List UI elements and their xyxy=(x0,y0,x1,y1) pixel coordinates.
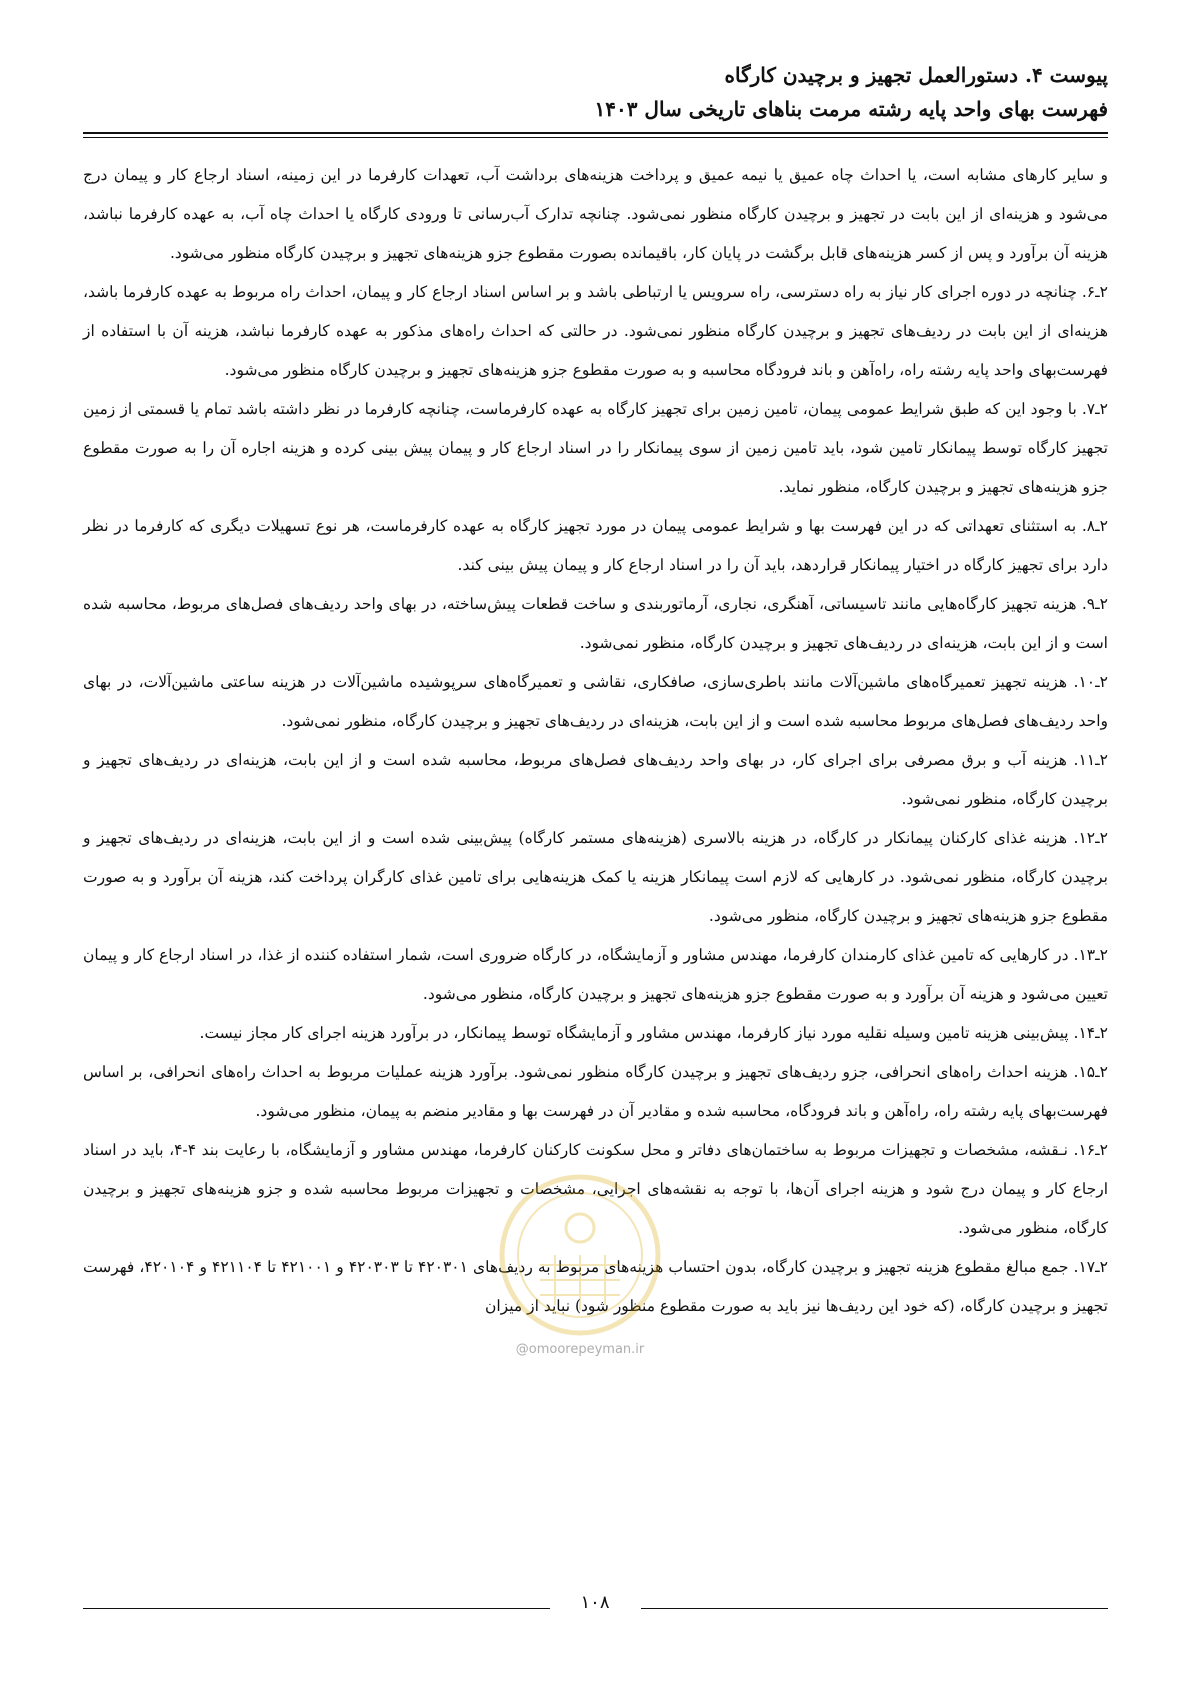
header-rule-thick xyxy=(83,132,1108,134)
footer-rule-left xyxy=(83,1608,550,1609)
paragraph-2-12: ۲ـ۱۲. هزینه غذای کارکنان پیمانکار در کارگاه، در هزینه بالاسری (هزینه‌های مستمر کارگاه) پیش‌بینی شده است و از این بابت، هزینه‌ای در ردیف‌های تجهیز و برچیدن کارگاه، منظور نمی‌شود. در کارهایی که لازم است پیمانکار هزینه یا کمک هزینه‌هایی برای تامین غذای کارگران پرداخت کند، هزینه آن برآورد و به صورت مقطوع جزو هزینه‌های تجهیز و برچیدن کارگاه، منظور می‌شود. xyxy=(83,829,1108,925)
paragraph-2-8: ۲ـ۸. به استثنای تعهداتی که در این فهرست بها و شرایط عمومی پیمان در مورد تجهیز کارگاه به عهده کارفرماست، هر نوع تسهیلات دیگری که کارفرما در نظر دارد برای تجهیز کارگاه در اختیار پیمانکار قراردهد، باید آن را در اسناد ارجاع کار و پیمان پیش بینی کند. xyxy=(83,517,1108,574)
page-number: ۱۰۸ xyxy=(580,1592,610,1613)
paragraph-2-17: ۲ـ۱۷. جمع مبالغ مقطوع هزینه تجهیز و برچیدن کارگاه، بدون احتساب هزینه‌های مربوط به ردیف‌های ۴۲۰۳۰۱ تا ۴۲۰۳۰۳ و ۴۲۱۰۰۱ تا ۴۲۱۱۰۴ و ۴۲۰۱۰۴، فهرست تجهیز و برچیدن کارگاه، (که خود این ردیف‌ها نیز باید به صورت مقطوع منظور شود) نباید از میزان xyxy=(83,1258,1108,1315)
header-price-list-title: فهرست بهای واحد پایه رشته مرمت بناهای تاریخی سال ۱۴۰۳ xyxy=(594,97,1108,121)
watermark-text: @omoorepeyman.ir xyxy=(515,1342,645,1357)
footer-rule-right xyxy=(641,1608,1108,1609)
header-rule-thin xyxy=(83,137,1108,138)
paragraph-2-11: ۲ـ۱۱. هزینه آب و برق مصرفی برای اجرای کار، در بهای واحد ردیف‌های فصل‌های مربوط، محاسبه شده است و از این بابت، هزینه‌ای در ردیف‌های تجهیز و برچیدن کارگاه، منظور نمی‌شود. xyxy=(83,751,1108,808)
watermark-logo-icon xyxy=(495,1170,665,1340)
header-appendix-title: پیوست ۴. دستورالعمل تجهیز و برچیدن کارگاه xyxy=(724,63,1108,87)
paragraph-2-7: ۲ـ۷. با وجود این که طبق شرایط عمومی پیمان، تامین زمین برای تجهیز کارگاه به عهده کارفرماست، چنانچه کارفرما در نظر داشته باشد تمام یا قسمتی از زمین تجهیز کارگاه توسط پیمانکار تامین شود، باید تامین زمین از سوی پیمانکار را در اسناد ارجاع کار و پیمان پیش بینی کرده و هزینه اجاره آن را به صورت مقطوع جزو هزینه‌های تجهیز و برچیدن کارگاه، منظور نماید. xyxy=(83,400,1108,496)
paragraph-2-14: ۲ـ۱۴. پیش‌بینی هزینه تامین وسیله نقلیه مورد نیاز کارفرما، مهندس مشاور و آزمایشگاه توسط پیمانکار، در برآورد هزینه اجرای کار مجاز نیست. xyxy=(199,1024,1108,1042)
page-header xyxy=(83,58,1108,126)
paragraph-2-15: ۲ـ۱۵. هزینه احداث راه‌های انحرافی، جزو ردیف‌های تجهیز و برچیدن کارگاه منظور نمی‌شود. برآورد هزینه عملیات مربوط به احداث راه‌های انحرافی، بر اساس فهرست‌بهای پایه رشته راه، راه‌آهن و باند فرودگاه، محاسبه شده و مقادیر آن در فهرست بها و مقادیر منضم به پیمان، منظور می‌شود. xyxy=(83,1063,1108,1120)
body-text xyxy=(83,156,1108,1326)
paragraph-2-10: ۲ـ۱۰. هزینه تجهیز تعمیرگاه‌های ماشین‌آلات مانند باطری‌سازی، صافکاری، نقاشی و تعمیرگاه‌های سرپوشیده ماشین‌آلات در هزینه ساعتی ماشین‌آلات، در بهای واحد ردیف‌های فصل‌های مربوط محاسبه شده است و از این بابت، هزینه‌ای در ردیف‌های تجهیز و برچیدن کارگاه، منظور نمی‌شود. xyxy=(83,673,1108,730)
paragraph-2-9: ۲ـ۹. هزینه تجهیز کارگاه‌هایی مانند تاسیساتی، آهنگری، نجاری، آرماتوربندی و ساخت قطعات پیش‌ساخته، در بهای واحد ردیف‌های فصل‌های مربوط، محاسبه شده است و از این بابت، هزینه‌ای در ردیف‌های تجهیز و برچیدن کارگاه، منظور نمی‌شود. xyxy=(83,595,1108,652)
paragraph-2-13: ۲ـ۱۳. در کارهایی که تامین غذای کارمندان کارفرما، مهندس مشاور و آزمایشگاه، در کارگاه ضروری است، شمار استفاده کننده از غذا، در اسناد ارجاع کار و پیمان تعیین می‌شود و هزینه آن برآورد و به صورت مقطوع جزو هزینه‌های تجهیز و برچیدن کارگاه، منظور می‌شود. xyxy=(83,946,1108,1003)
paragraph-2-6: ۲ـ۶. چنانچه در دوره اجرای کار نیاز به راه دسترسی، راه سرویس یا ارتباطی باشد و بر اساس اسناد ارجاع کار و پیمان، احداث راه مربوط به عهده کارفرما باشد، هزینه‌ای از این بابت در ردیف‌های تجهیز و برچیدن کارگاه منظور نمی‌شود. در حالتی که احداث راه‌های مذکور به عهده کارفرما نباشد، هزینه آن با استفاده از فهرست‌بهای واحد پایه رشته راه، راه‌آهن و باند فرودگاه محاسبه و به صورت مقطوع جزو هزینه‌های تجهیز و برچیدن کارگاه منظور می‌شود. xyxy=(83,283,1108,379)
paragraph-2-16: ۲ـ۱۶. نـقشه، مشخصات و تجهیزات مربوط به ساختمان‌های دفاتر و محل سکونت کارکنان کارفرما، مهندس مشاور و آزمایشگاه، با رعایت بند ۴-۴، باید در اسناد ارجاع کار و پیمان درج شود و هزینه اجرای آن‌ها، با توجه به نقشه‌های اجرایی، مشخصات و تجهیزات مربوط محاسبه شده و جزو هزینه‌های تجهیز و برچیدن کارگاه، منظور می‌شود. xyxy=(83,1141,1108,1237)
paragraph-continuation: و سایر کارهای مشابه است، یا احداث چاه عمیق یا نیمه عمیق و پرداخت هزینه‌های برداشت آب، تعهدات کارفرما در این زمینه، اسناد ارجاع کار و پیمان درج می‌شود و هزینه‌ای از این بابت در تجهیز و برچیدن کارگاه منظور نمی‌شود. چنانچه تدارک آب‌رسانی تا ورودی کارگاه یا احداث چاه آب، به عهده کارفرما نباشد، هزینه آن برآورد و پس از کسر هزینه‌های قابل برگشت در پایان کار، باقیمانده بصورت مقطوع جزو هزینه‌های تجهیز و برچیدن کارگاه منظور می‌شود. xyxy=(83,166,1108,262)
